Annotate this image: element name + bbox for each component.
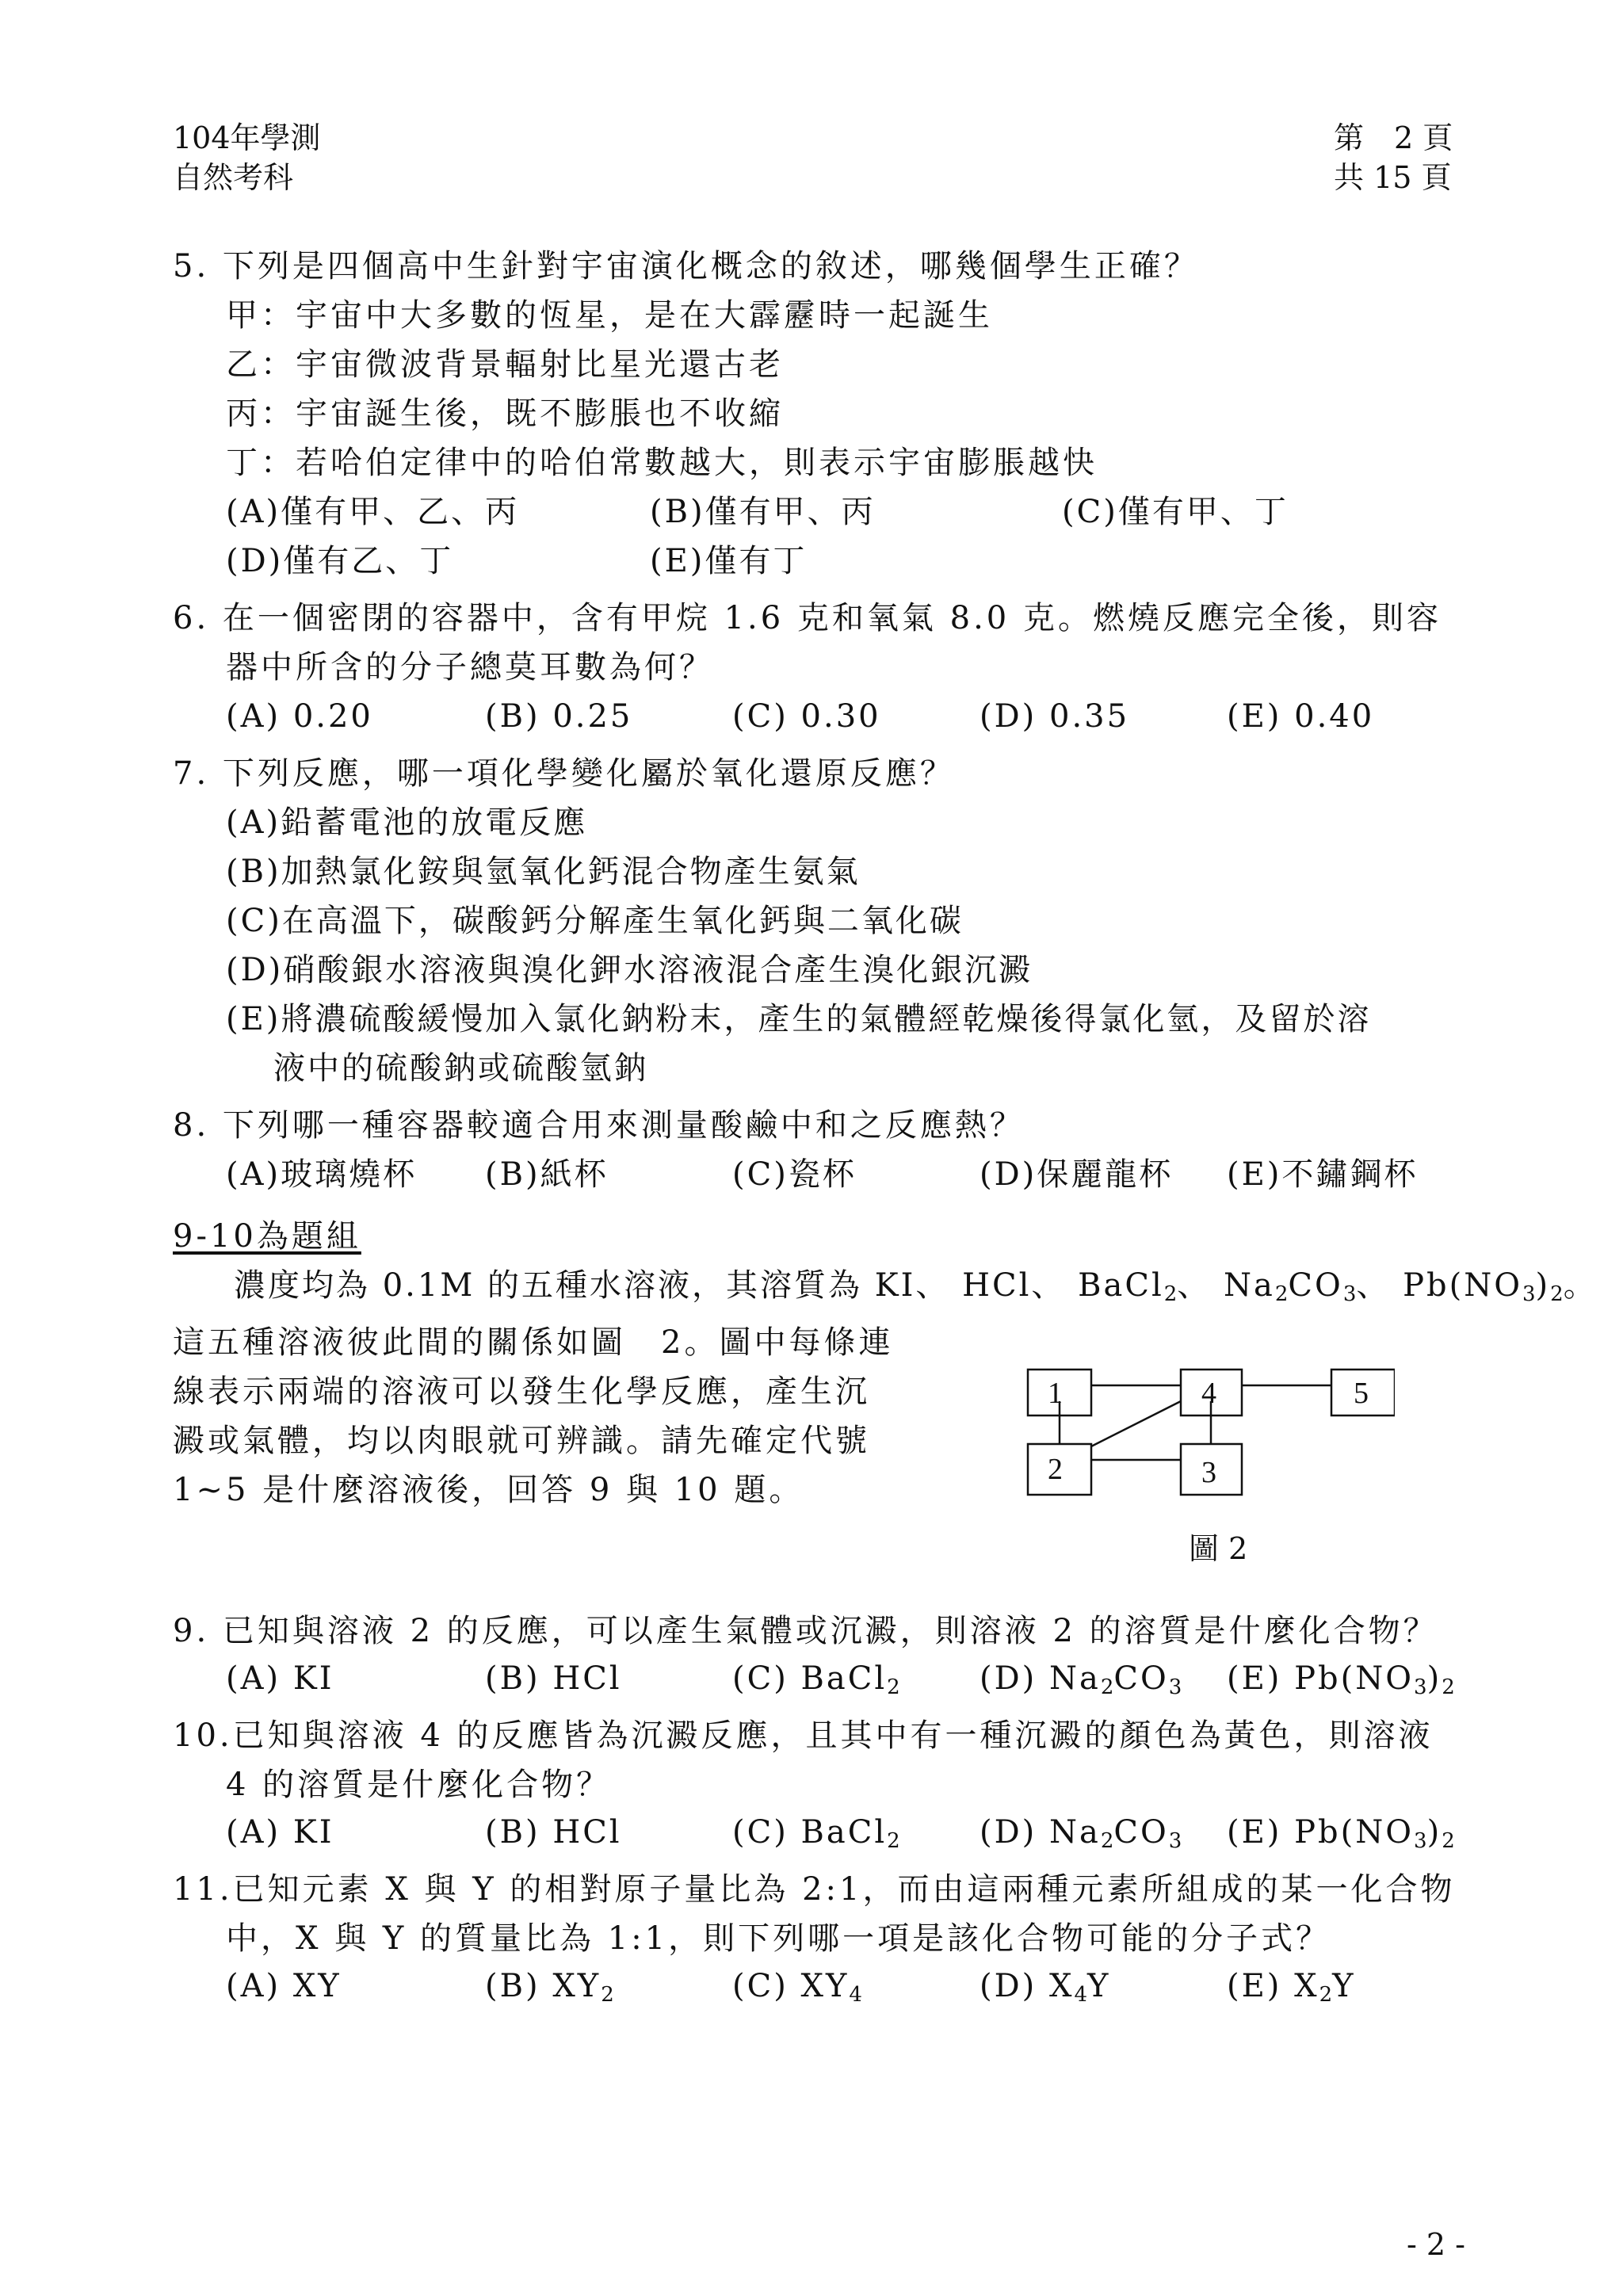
page-indicator: 第 2 頁 bbox=[1334, 120, 1453, 155]
q9-option-b[interactable]: (B) HCl bbox=[485, 1660, 622, 1697]
q5-statement-4: 丁：若哈伯定律中的哈伯常數越大，則表示宇宙膨脹越快 bbox=[226, 445, 1098, 481]
q6-option-b[interactable]: (B) 0.25 bbox=[485, 698, 633, 735]
total-pages: 共 15 頁 bbox=[1334, 160, 1452, 195]
q10-option-c[interactable]: (C) BaCl$_2$ bbox=[732, 1814, 900, 1853]
exam-title: 104年學測 bbox=[173, 120, 321, 155]
q8-option-a[interactable]: (A)玻璃燒杯 bbox=[226, 1156, 418, 1193]
q7-option-b[interactable]: (B)加熱氯化銨與氫氧化鈣混合物產生氨氣 bbox=[226, 854, 861, 890]
q6-option-d[interactable]: (D) 0.35 bbox=[980, 698, 1130, 735]
q8-option-d[interactable]: (D)保麗龍杯 bbox=[980, 1156, 1174, 1193]
edge-2-4 bbox=[1091, 1401, 1181, 1446]
q10-stem-line1: 10.已知與溶液 4 的反應皆為沉澱反應，且其中有一種沉澱的顏色為黃色，則溶液 bbox=[173, 1717, 1434, 1754]
q7-option-e[interactable]: (E)將濃硫酸緩慢加入氯化鈉粉末，產生的氣體經乾燥後得氯化氫，及留於溶 bbox=[226, 1001, 1372, 1037]
q11-option-d[interactable]: (D) $X_4Y$ bbox=[980, 1968, 1111, 2007]
q9-option-a[interactable]: (A) KI bbox=[226, 1660, 334, 1697]
q7-option-c[interactable]: (C)在高溫下，碳酸鈣分解產生氧化鈣與二氧化碳 bbox=[226, 903, 964, 939]
q5-option-e[interactable]: (E)僅有丁 bbox=[650, 543, 808, 579]
q5-statement-3: 丙：宇宙誕生後，既不膨脹也不收縮 bbox=[226, 395, 784, 432]
q5-option-c[interactable]: (C)僅有甲、丁 bbox=[1062, 494, 1289, 530]
group-intro-line1: 濃度均為 0.1M 的五種水溶液，其溶質為 KI、 HCl、 BaCl$_2$、 $Na_2CO_3$、 $Pb(NO_3)_2$。 bbox=[234, 1267, 1598, 1306]
q5-option-a[interactable]: (A)僅有甲、乙、丙 bbox=[226, 494, 520, 530]
group-intro-line5: 1~5 是什麼溶液後，回答 9 與 10 題。 bbox=[173, 1472, 804, 1508]
q11-option-e[interactable]: (E) $X_2Y$ bbox=[1227, 1968, 1356, 2007]
group-intro-line3: 線表示兩端的溶液可以發生化學反應，產生沉 bbox=[173, 1373, 870, 1410]
q8-stem: 8. 下列哪一種容器較適合用來測量酸鹼中和之反應熱？ bbox=[173, 1107, 1025, 1144]
q10-option-a[interactable]: (A) KI bbox=[226, 1814, 334, 1851]
group-title: 9-10為題組 bbox=[173, 1218, 361, 1255]
node-label-3: 3 bbox=[1201, 1456, 1216, 1489]
q9-option-d[interactable]: (D) $Na_2CO_3$ bbox=[980, 1660, 1182, 1699]
q10-option-e[interactable]: (E) $Pb(NO_3)_2$ bbox=[1227, 1814, 1455, 1853]
q5-option-d[interactable]: (D)僅有乙、丁 bbox=[226, 543, 454, 579]
group-intro-line2: 這五種溶液彼此間的關係如圖 2。圖中每條連 bbox=[173, 1324, 894, 1361]
node-label-1: 1 bbox=[1048, 1377, 1063, 1410]
q9-option-c[interactable]: (C) BaCl$_2$ bbox=[732, 1660, 900, 1699]
intro-prefix: 濃度均為 0.1M 的五種水溶液，其溶質為 KI、 HCl、 BaCl bbox=[234, 1267, 1164, 1304]
q10-option-b[interactable]: (B) HCl bbox=[485, 1814, 622, 1851]
q6-stem-line2: 器中所含的分子總莫耳數為何？ bbox=[226, 649, 714, 686]
q5-statement-1: 甲：宇宙中大多數的恆星，是在大霹靂時一起誕生 bbox=[226, 297, 993, 334]
q6-option-a[interactable]: (A) 0.20 bbox=[226, 698, 373, 735]
q9-stem: 9. 已知與溶液 2 的反應，可以產生氣體或沉澱，則溶液 2 的溶質是什麼化合物？ bbox=[173, 1613, 1438, 1649]
page-number: - 2 - bbox=[1407, 2227, 1466, 2262]
q11-option-b[interactable]: (B) $XY_2$ bbox=[485, 1968, 614, 2007]
figure-caption: 圖 2 bbox=[1189, 1531, 1248, 1566]
node-label-2: 2 bbox=[1048, 1453, 1063, 1486]
q7-option-e-continued: 液中的硫酸鈉或硫酸氫鈉 bbox=[273, 1050, 648, 1087]
q8-option-e[interactable]: (E)不鏽鋼杯 bbox=[1227, 1156, 1419, 1193]
q6-stem-line1: 6. 在一個密閉的容器中，含有甲烷 1.6 克和氧氣 8.0 克。燃燒反應完全後，則容 bbox=[173, 600, 1442, 636]
q5-statement-2: 乙：宇宙微波背景輻射比星光還古老 bbox=[226, 346, 784, 383]
q5-option-b[interactable]: (B)僅有甲、丙 bbox=[650, 494, 876, 530]
q10-stem-line2: 4 的溶質是什麼化合物？ bbox=[226, 1767, 612, 1803]
q11-option-a[interactable]: (A) XY bbox=[226, 1968, 342, 2004]
q10-option-d[interactable]: (D) $Na_2CO_3$ bbox=[980, 1814, 1182, 1853]
q5-stem: 5. 下列是四個高中生針對宇宙演化概念的敘述，哪幾個學生正確？ bbox=[173, 248, 1199, 285]
node-label-5: 5 bbox=[1354, 1377, 1369, 1410]
q7-stem: 7. 下列反應，哪一項化學變化屬於氧化還原反應？ bbox=[173, 755, 955, 792]
subject-title: 自然考科 bbox=[173, 160, 294, 195]
node-label-4: 4 bbox=[1201, 1377, 1216, 1410]
q6-option-e[interactable]: (E) 0.40 bbox=[1227, 698, 1375, 735]
q9-option-e[interactable]: (E) $Pb(NO_3)_2$ bbox=[1227, 1660, 1455, 1699]
group-intro-line4: 澱或氣體，均以肉眼就可辨識。請先確定代號 bbox=[173, 1423, 870, 1459]
q7-option-a[interactable]: (A)鉛蓄電池的放電反應 bbox=[226, 804, 588, 841]
q7-option-d[interactable]: (D)硝酸銀水溶液與溴化鉀水溶液混合產生溴化銀沉澱 bbox=[226, 952, 1033, 988]
q8-option-c[interactable]: (C)瓷杯 bbox=[732, 1156, 857, 1193]
q11-option-c[interactable]: (C) $XY_4$ bbox=[732, 1968, 862, 2007]
q6-option-c[interactable]: (C) 0.30 bbox=[732, 698, 881, 735]
q8-option-b[interactable]: (B)紙杯 bbox=[485, 1156, 609, 1193]
q11-stem-line2: 中，X 與 Y 的質量比為 1:1，則下列哪一項是該化合物可能的分子式？ bbox=[226, 1920, 1331, 1957]
q11-stem-line1: 11.已知元素 X 與 Y 的相對原子量比為 2:1，而由這兩種元素所組成的某一化合物 bbox=[173, 1871, 1456, 1908]
